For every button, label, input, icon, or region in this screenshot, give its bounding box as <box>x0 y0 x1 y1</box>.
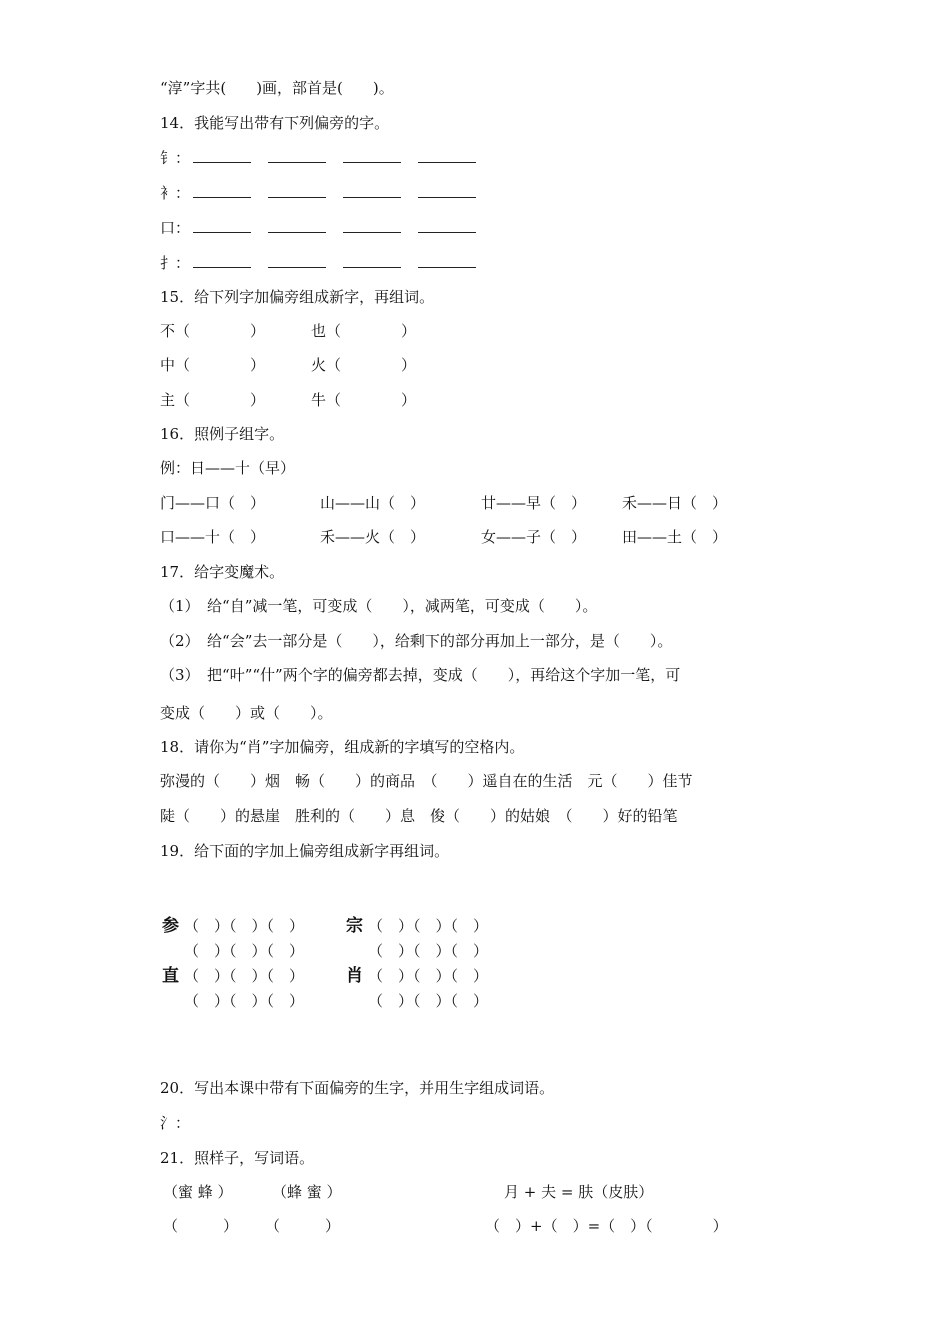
q19-base-char: 直 <box>162 966 179 986</box>
q19-char <box>346 964 363 988</box>
q16-item: 田——土（ ） <box>622 528 728 546</box>
answer-blanks[interactable] <box>193 218 493 237</box>
q17-item-1: （1） 给“自”减一笔，可变成（ ），减两笔，可变成（ ）。 <box>160 597 598 615</box>
blank[interactable] <box>268 253 326 268</box>
q15-item: 不（ ） <box>160 322 266 340</box>
q19-brackets: （ ）（ ）（ ） <box>184 917 305 935</box>
q19-char <box>346 914 363 938</box>
question-18-title: 18．请你为“肖”字加偏旁，组成新的字填写的空格内。 <box>160 738 525 756</box>
q21-answer: （ ） <box>163 1217 239 1235</box>
q15-item: 牛（ ） <box>311 391 417 409</box>
q21-answer: （ ）+（ ）=（ ）（ ） <box>485 1217 728 1235</box>
blank[interactable] <box>193 148 251 163</box>
q18-line-2: 陡（ ）的悬崖 胜利的（ ）息 俊（ ）的姑娘 （ ）好的铅笔 <box>160 807 678 825</box>
radical-row-yi <box>160 183 190 203</box>
q19-brackets: （ ）（ ）（ ） <box>368 992 489 1010</box>
blank[interactable] <box>418 148 476 163</box>
blank[interactable] <box>418 253 476 268</box>
radical-row-kou <box>160 218 190 238</box>
q21-example: 月 + 夫 = 肤（皮肤） <box>504 1183 654 1201</box>
q16-example: 例：日——十（早） <box>160 459 296 477</box>
blank[interactable] <box>193 183 251 198</box>
answer-blanks[interactable] <box>193 253 493 272</box>
answer-blanks[interactable] <box>193 183 493 202</box>
q18-line-1: 弥漫的（ ）烟 畅（ ）的商品 （ ）遥自在的生活 元（ ）佳节 <box>160 772 693 790</box>
q16-item: 禾——日（ ） <box>622 494 728 512</box>
q17-item-3-cont: 变成（ ）或（ ）。 <box>160 704 333 722</box>
radical-label: 扌： <box>160 254 191 272</box>
q15-item: 主（ ） <box>160 391 266 409</box>
q21-example: （蜜 蜂 ） <box>163 1183 233 1201</box>
q17-item-3: （3） 把“叶”“什”两个字的偏旁都去掉，变成（ ），再给这个字加一笔，可 <box>160 666 681 684</box>
answer-blanks[interactable] <box>193 148 493 167</box>
q15-item: 火（ ） <box>311 356 417 374</box>
question-14-title: 14．我能写出带有下列偏旁的字。 <box>160 114 390 132</box>
q19-base-char: 肖 <box>346 966 363 986</box>
q19-base-char: 参 <box>162 916 179 936</box>
blank[interactable] <box>418 183 476 198</box>
q19-brackets: （ ）（ ）（ ） <box>368 967 489 985</box>
question-13-tail: “淳”字共( )画，部首是( )。 <box>160 79 394 97</box>
blank[interactable] <box>193 218 251 233</box>
blank[interactable] <box>418 218 476 233</box>
question-16-title: 16．照例子组字。 <box>160 425 285 443</box>
radical-row-jin <box>160 148 190 168</box>
q19-char <box>162 964 179 988</box>
q16-item: 女——子（ ） <box>481 528 587 546</box>
blank[interactable] <box>343 218 401 233</box>
q16-item: 山——山（ ） <box>320 494 426 512</box>
question-17-title: 17．给字变魔术。 <box>160 563 285 581</box>
blank[interactable] <box>343 148 401 163</box>
question-20-title: 20．写出本课中带有下面偏旁的生字，并用生字组成词语。 <box>160 1079 555 1097</box>
radical-label: 口： <box>160 219 191 237</box>
q19-brackets: （ ）（ ）（ ） <box>184 967 305 985</box>
q19-brackets: （ ）（ ）（ ） <box>368 942 489 960</box>
radical-label: 衤： <box>160 184 191 202</box>
blank[interactable] <box>268 148 326 163</box>
question-19-title: 19．给下面的字加上偏旁组成新字再组词。 <box>160 842 450 860</box>
q20-radical: 氵： <box>160 1114 191 1132</box>
q16-item: 口——十（ ） <box>160 528 266 546</box>
radical-label: 钅： <box>160 149 191 167</box>
radical-row-shou <box>160 253 190 273</box>
blank[interactable] <box>343 253 401 268</box>
q17-item-2: （2） 给“会”去一部分是（ ），给剩下的部分再加上一部分，是（ ）。 <box>160 632 673 650</box>
q16-item: 门——口（ ） <box>160 494 266 512</box>
q16-item: 廿——早（ ） <box>481 494 587 512</box>
q21-answer: （ ） <box>265 1217 341 1235</box>
q19-base-char: 宗 <box>346 916 363 936</box>
q19-brackets: （ ）（ ）（ ） <box>184 992 305 1010</box>
q19-brackets: （ ）（ ）（ ） <box>368 917 489 935</box>
blank[interactable] <box>343 183 401 198</box>
question-15-title: 15．给下列字加偏旁组成新字，再组词。 <box>160 288 435 306</box>
blank[interactable] <box>268 218 326 233</box>
q21-example: （蜂 蜜 ） <box>272 1183 342 1201</box>
q15-item: 也（ ） <box>311 322 417 340</box>
q19-brackets: （ ）（ ）（ ） <box>184 942 305 960</box>
q15-item: 中（ ） <box>160 356 266 374</box>
blank[interactable] <box>193 253 251 268</box>
q19-char <box>162 914 179 938</box>
question-21-title: 21．照样子，写词语。 <box>160 1149 315 1167</box>
q16-item: 禾——火（ ） <box>320 528 426 546</box>
blank[interactable] <box>268 183 326 198</box>
